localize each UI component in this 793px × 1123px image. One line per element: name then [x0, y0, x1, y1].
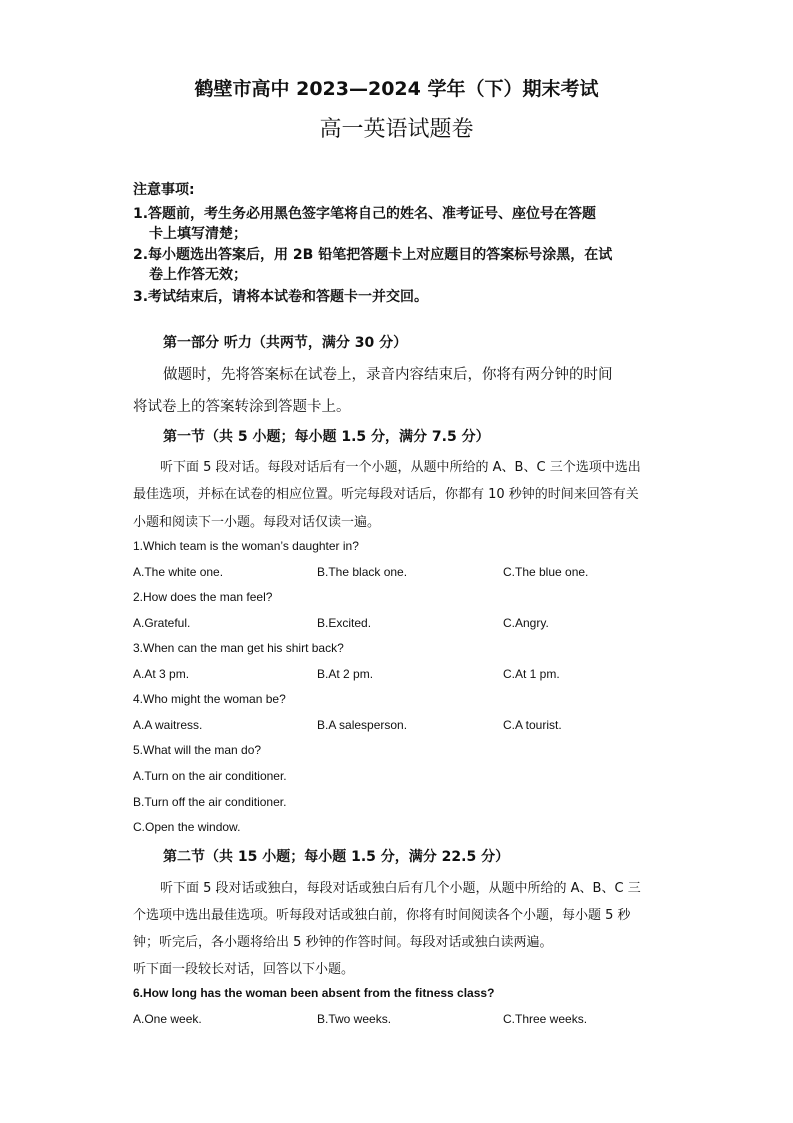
option-a: A.A waitress. — [133, 718, 203, 732]
notice-line: 卷上作答无效； — [149, 267, 247, 283]
option-b: B.Excited. — [317, 616, 372, 630]
option-a: A.Turn on the air conditioner. — [133, 769, 287, 783]
option-c: C.Angry. — [503, 616, 549, 630]
part1-intro-line: 做题时，先将答案标在试卷上，录音内容结束后，你将有两分钟的时间 — [163, 367, 613, 383]
option-c: C.A tourist. — [503, 718, 562, 732]
section2-intro-line: 听下面 5 段对话或独白，每段对话或独白后有几个小题，从题中所给的 A、B、C 三 — [160, 881, 641, 896]
notice-line: 2.每小题选出答案后，用 2B 铅笔把答题卡上对应题目的答案标号涂黑，在试 — [133, 247, 613, 263]
option-b: B.Two weeks. — [317, 1012, 392, 1026]
section1-intro-line: 听下面 5 段对话。每段对话后有一个小题，从题中所给的 A、B、C 三个选项中选出 — [160, 460, 641, 475]
option-a: A.One week. — [133, 1012, 202, 1026]
notice-line: 3.考试结束后，请将本试卷和答题卡一并交回。 — [133, 289, 429, 305]
option-b: B.The black one. — [317, 565, 408, 579]
section1-intro-line: 小题和阅读下一小题。每段对话仅读一遍。 — [133, 515, 381, 530]
question-stem: 5.What will the man do? — [133, 743, 262, 757]
part1-intro-line: 将试卷上的答案转涂到答题卡上。 — [133, 399, 351, 415]
question-stem: 4.Who might the woman be? — [133, 692, 286, 706]
question-stem: 6.How long has the woman been absent from the fitness class? — [133, 986, 495, 1000]
section2-intro-line: 钟；听完后，各小题将给出 5 秒钟的作答时间。每段对话或独白读两遍。 — [133, 935, 553, 950]
part1-heading: 第一部分 听力（共两节，满分 30 分） — [163, 335, 408, 351]
section2-heading: 第二节（共 15 小题；每小题 1.5 分，满分 22.5 分） — [163, 849, 510, 865]
exam-subtitle: 高一英语试题卷 — [319, 117, 474, 142]
option-a: A.The white one. — [133, 565, 224, 579]
option-b: B.A salesperson. — [317, 718, 408, 732]
option-b: B.At 2 pm. — [317, 667, 374, 681]
option-c: C.At 1 pm. — [503, 667, 560, 681]
question-stem: 1.Which team is the woman’s daughter in? — [133, 539, 359, 553]
section2-intro-line: 个选项中选出最佳选项。听每段对话或独白前，你将有时间阅读各个小题，每小题 5 秒 — [133, 908, 631, 923]
question-stem: 3.When can the man get his shirt back? — [133, 641, 344, 655]
section1-intro-line: 最佳选项，并标在试卷的相应位置。听完每段对话后，你都有 10 秒钟的时间来回答有关 — [133, 487, 639, 502]
section2-lead: 听下面一段较长对话，回答以下小题。 — [133, 962, 355, 977]
notice-line: 1.答题前，考生务必用黑色签字笔将自己的姓名、准考证号、座位号在答题 — [133, 206, 597, 222]
section1-heading: 第一节（共 5 小题；每小题 1.5 分，满分 7.5 分） — [163, 429, 490, 445]
notice-line: 卡上填写清楚； — [149, 226, 247, 242]
option-a: A.At 3 pm. — [133, 667, 190, 681]
option-c: C.Three weeks. — [503, 1012, 588, 1026]
notice-heading: 注意事项: — [133, 182, 195, 198]
option-c: C.The blue one. — [503, 565, 589, 579]
question-stem: 2.How does the man feel? — [133, 590, 273, 604]
option-a: A.Grateful. — [133, 616, 191, 630]
option-c: C.Open the window. — [133, 820, 241, 834]
option-b: B.Turn off the air conditioner. — [133, 795, 287, 809]
exam-title: 鹤壁市高中 2023—2024 学年（下）期末考试 — [194, 78, 599, 100]
